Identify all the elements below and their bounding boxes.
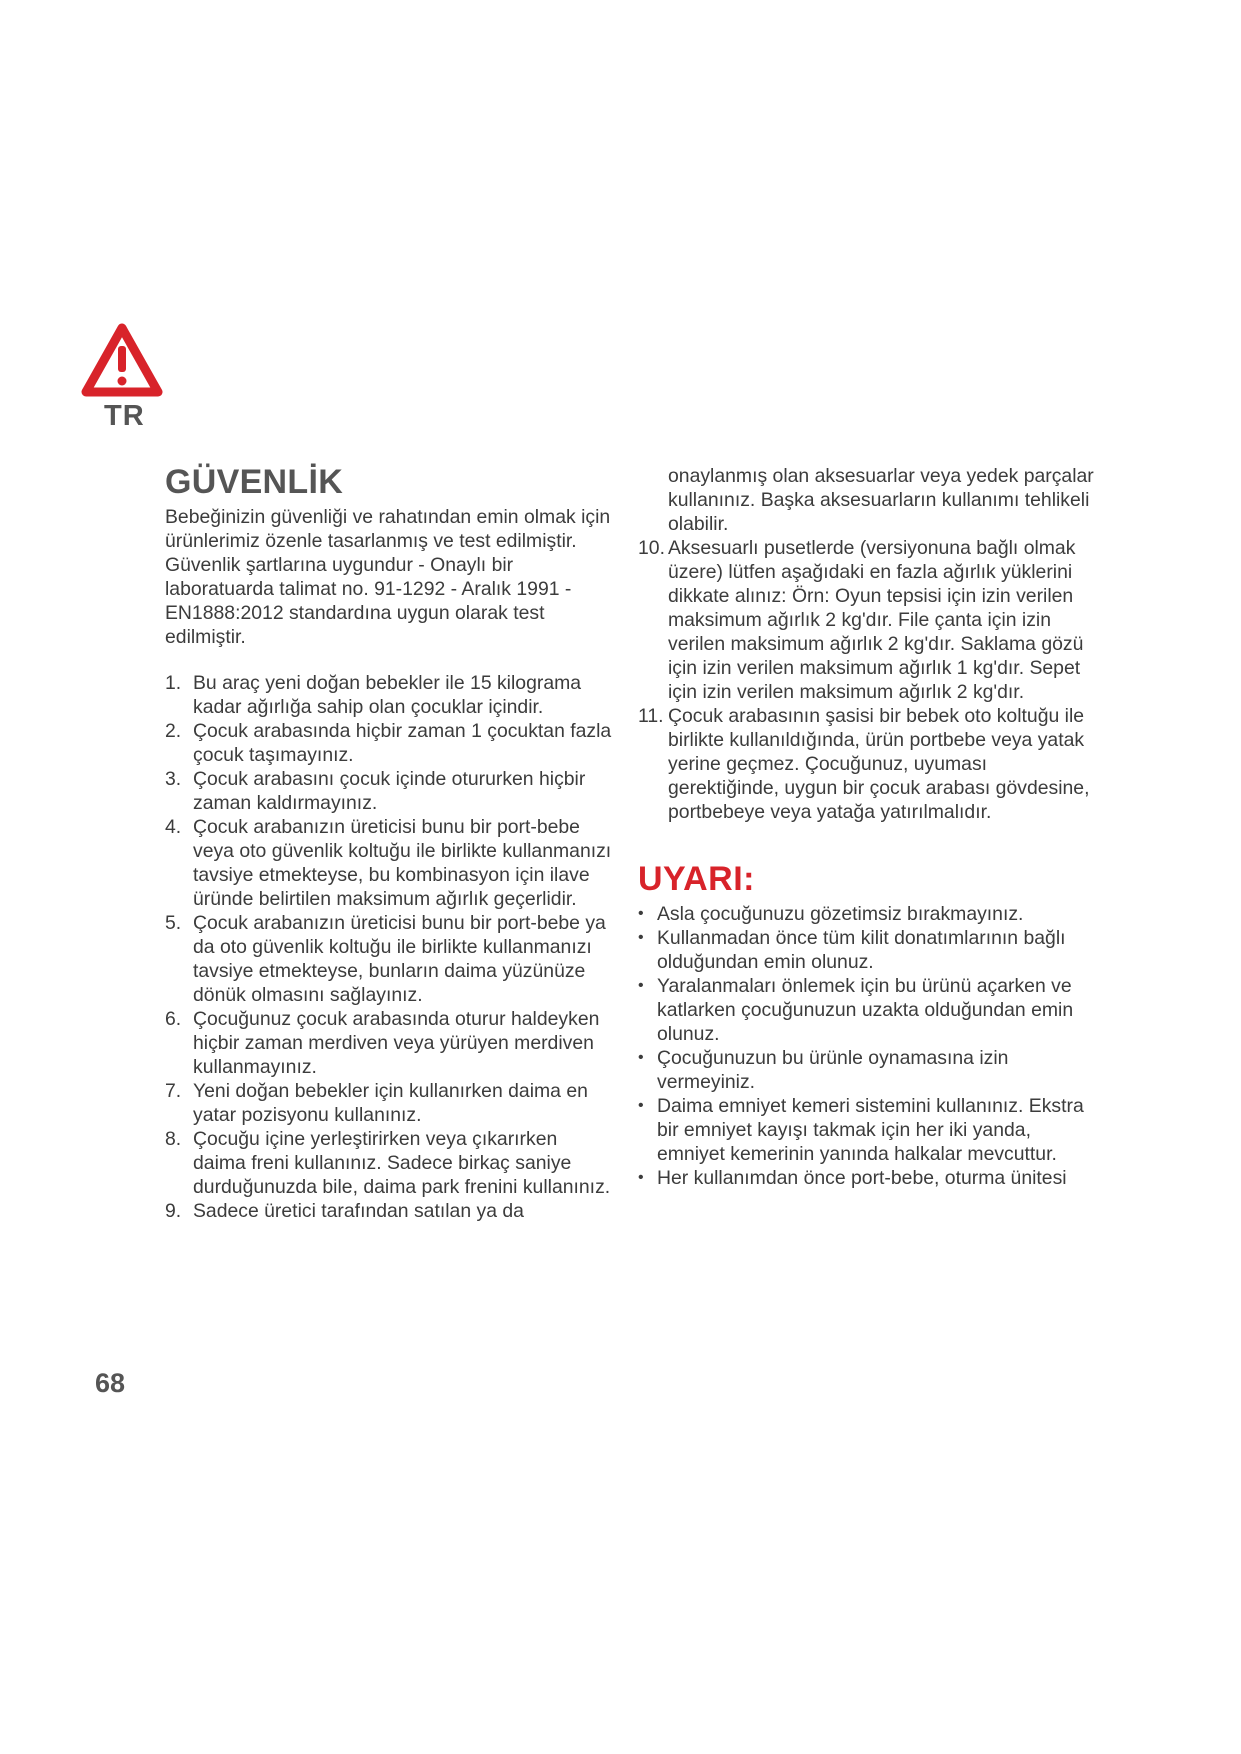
bullet-icon: • [638, 1169, 644, 1186]
warning-text: Çocuğunuzun bu ürünle oynamasına izin vermeyiniz. [657, 1047, 1009, 1093]
item-number: 9. [165, 1200, 182, 1222]
list-item [165, 815, 615, 911]
warning-text: Asla çocuğunuzu gözetimsiz bırakmayınız. [657, 903, 1024, 925]
warning-title: UYARI: [638, 860, 755, 898]
warning-item [638, 926, 1098, 974]
item-number: 7. [165, 1080, 182, 1102]
item-text: Yeni doğan bebekler için kullanırken daima en yatar pozisyonu kullanınız. [193, 1080, 588, 1126]
list-item [165, 671, 615, 719]
warning-text: Kullanmadan önce tüm kilit donatımlarının bağlı olduğundan emin olunuz. [657, 927, 1066, 973]
list-item [638, 536, 1098, 704]
item-text: Çocuğunuz çocuk arabasında oturur haldeyken hiçbir zaman merdiven veya yürüyen merdiven kullanmayınız. [193, 1008, 600, 1078]
page-number: 68 [95, 1368, 126, 1398]
left-column [165, 463, 615, 1223]
safety-list-right [638, 536, 1098, 824]
list-item [165, 1199, 615, 1223]
intro-paragraph: Bebeğinizin güvenliği ve rahatından emin olmak için ürünlerimiz özenle tasarlanmış ve test edilmiştir. Güvenlik şartlarına uygundur - Onaylı bir laboratuarda talimat no. 91-1292 - Aralık 1991 - EN1888:2012 standardına uygun olarak test edilmiştir. [165, 506, 611, 648]
right-column [638, 464, 1098, 1190]
list-item [165, 767, 615, 815]
bullet-icon: • [638, 1097, 644, 1114]
list-item [165, 719, 615, 767]
warning-text: Daima emniyet kemeri sistemini kullanınız. Ekstra bir emniyet kayışı takmak için her iki yanda, emniyet kemerinin yanında halkalar mevcuttur. [657, 1095, 1084, 1165]
list-item [165, 1007, 615, 1079]
item-number: 5. [165, 912, 182, 934]
warning-triangle-icon [80, 322, 164, 400]
safety-list-left [165, 671, 615, 1223]
bullet-icon: • [638, 977, 644, 994]
item-text: Bu araç yeni doğan bebekler ile 15 kilograma kadar ağırlığa sahip olan çocuklar içindir. [193, 672, 582, 718]
list-item [638, 704, 1098, 824]
item-text: Sadece üretici tarafından satılan ya da [193, 1200, 524, 1222]
list-item [165, 1079, 615, 1127]
item-9-continuation: onaylanmış olan aksesuarlar veya yedek parçalar kullanınız. Başka aksesuarların kullanımı tehlikeli olabilir. [668, 465, 1094, 535]
language-code: TR [104, 400, 145, 432]
item-text: Çocuk arabanızın üreticisi bunu bir port-bebe veya oto güvenlik koltuğu ile birlikte kullanmanızı tavsiye etmekteyse, bu kombinasyon için ilave üründe belirtilen maksimum ağırlık geçerlidir. [193, 816, 612, 910]
item-text: Çocuk arabasının şasisi bir bebek oto koltuğu ile birlikte kullanıldığında, ürün portbebe veya yatak yerine geçmez. Çocuğunuz, uyuması gerektiğinde, uygun bir çocuk arabası gövdesine, portbebeye veya yatağa yatırılmalıdır. [668, 705, 1090, 823]
warning-item [638, 1046, 1098, 1094]
warning-text: Yaralanmaları önlemek için bu ürünü açarken ve katlarken çocuğunuzun uzakta olduğundan emin olunuz. [657, 975, 1074, 1045]
bullet-icon: • [638, 1049, 644, 1066]
item-number: 6. [165, 1008, 182, 1030]
bullet-icon: • [638, 929, 644, 946]
warning-list [638, 902, 1098, 1190]
item-number: 2. [165, 720, 182, 742]
item-text: Çocuk arabasını çocuk içinde otururken hiçbir zaman kaldırmayınız. [193, 768, 586, 814]
item-number: 10. [638, 537, 665, 559]
warning-item [638, 902, 1098, 926]
list-item [165, 1127, 615, 1199]
warning-text: Her kullanımdan önce port-bebe, oturma ünitesi [657, 1167, 1067, 1189]
item-number: 4. [165, 816, 182, 838]
warning-item [638, 974, 1098, 1046]
item-number: 11. [638, 705, 664, 727]
item-number: 3. [165, 768, 182, 790]
item-text: Çocuk arabasında hiçbir zaman 1 çocuktan fazla çocuk taşımayınız. [193, 720, 612, 766]
item-text: Aksesuarlı pusetlerde (versiyonuna bağlı olmak üzere) lütfen aşağıdaki en fazla ağırlık yüklerini dikkate alınız: Örn: Oyun tepsisi için izin verilen maksimum ağırlık 2 kg'dır. File çanta için izin verilen maksimum ağırlık 2 kg'dır. Saklama gözü için izin verilen maksimum ağırlık 1 kg'dır. Sepet için izin verilen maksimum ağırlık 2 kg'dır. [668, 537, 1084, 703]
item-number: 8. [165, 1128, 182, 1150]
list-item [165, 911, 615, 1007]
section-title: GÜVENLİK [165, 463, 344, 501]
warning-item [638, 1094, 1098, 1166]
bullet-icon: • [638, 905, 644, 922]
item-text: Çocuk arabanızın üreticisi bunu bir port-bebe ya da oto güvenlik koltuğu ile birlikte kullanmanızı tavsiye etmekteyse, bunların daima yüzünüze dönük olmasını sağlayınız. [193, 912, 606, 1006]
item-number: 1. [165, 672, 182, 694]
item-text: Çocuğu içine yerleştirirken veya çıkarırken daima freni kullanınız. Sadece birkaç saniye durduğunuzda bile, daima park frenini kullanınız. [193, 1128, 611, 1198]
warning-item [638, 1166, 1098, 1190]
